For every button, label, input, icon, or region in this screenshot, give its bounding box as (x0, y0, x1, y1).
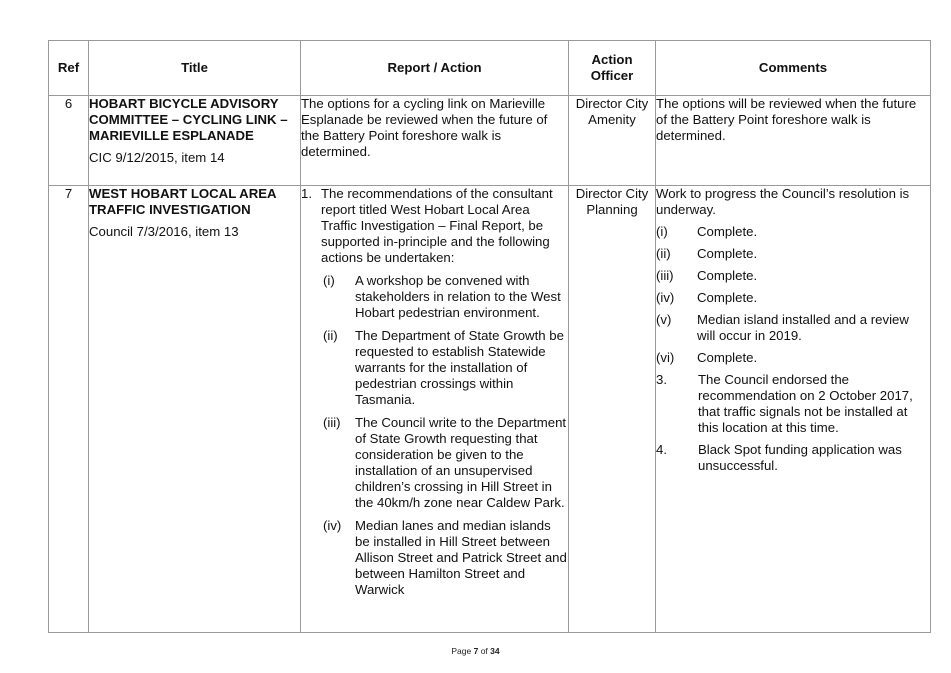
report-subitem-number: (ii) (323, 328, 338, 343)
header-action-officer-line2: Officer (590, 68, 634, 83)
row-officer: Director City Amenity (569, 96, 656, 186)
report-subitem-number: (i) (323, 273, 335, 288)
row-meeting: CIC 9/12/2015, item 14 (89, 150, 225, 165)
report-subitem (301, 328, 568, 408)
comment-item-number: (vi) (656, 350, 675, 365)
comment-item-text: Complete. (697, 290, 758, 305)
row-comments-cell (656, 186, 931, 633)
comment-item-text: Complete. (697, 350, 758, 365)
row-comments-cell (656, 96, 931, 186)
report-item (301, 186, 568, 266)
row-ref: 7 (49, 186, 89, 633)
page-of-label: of (480, 646, 488, 656)
header-action-officer-line1: Action (591, 52, 633, 67)
comment-item (656, 312, 930, 344)
comment-item (656, 442, 930, 474)
report-item-number: 1. (301, 186, 312, 201)
report-subitem (301, 273, 568, 321)
row-officer: Director City Planning (569, 186, 656, 633)
report-subitem-text: The Department of State Growth be requested to establish Statewide warrants for the installation of pedestrian crossings within Tasmania. (355, 328, 564, 407)
comment-item (656, 268, 930, 284)
comment-item-number: (i) (656, 224, 668, 239)
header-row (49, 41, 931, 96)
table-row (49, 96, 931, 186)
header-report-action: Report / Action (301, 41, 569, 96)
row-report-cell (301, 186, 569, 633)
comment-item (656, 350, 930, 366)
row-meeting: Council 7/3/2016, item 13 (89, 224, 239, 239)
report-subitem (301, 518, 568, 598)
report-subitem-number: (iv) (323, 518, 342, 533)
comment-item-number: (iii) (656, 268, 674, 283)
row-comments: The options will be reviewed when the future of the Battery Point foreshore walk is determined. (656, 96, 917, 143)
row-ref: 6 (49, 96, 89, 186)
comment-item (656, 372, 930, 436)
header-ref: Ref (49, 41, 89, 96)
row-report-cell (301, 96, 569, 186)
action-table (48, 40, 931, 633)
report-subitem-text: The Council write to the Department of State Growth requesting that consideration be given to the installation of an unsupervised children’s crossing in Hill Street in the 40km/h zone near Caldew Park. (355, 415, 567, 510)
row-report: The options for a cycling link on Marieville Esplanade be reviewed when the future of the Battery Point foreshore walk is determined. (301, 96, 548, 159)
comment-item-text: Black Spot funding application was unsuccessful. (698, 442, 902, 473)
header-comments: Comments (656, 41, 931, 96)
comment-item-number: (v) (656, 312, 672, 327)
page-label: Page (451, 646, 472, 656)
comment-item-text: Complete. (697, 246, 758, 261)
row-comments-intro: Work to progress the Council’s resolution is underway. (656, 186, 910, 217)
table-row (49, 186, 931, 633)
comment-item-number: (ii) (656, 246, 671, 261)
comment-item-text: Complete. (697, 224, 758, 239)
comment-item-number: 4. (656, 442, 667, 457)
header-title: Title (89, 41, 301, 96)
report-subitem-number: (iii) (323, 415, 341, 430)
page-footer (0, 646, 951, 656)
row-title: HOBART BICYCLE ADVISORY COMMITTEE – CYCLING LINK – MARIEVILLE ESPLANADE (89, 96, 288, 143)
comment-item-text: The Council endorsed the recommendation on 2 October 2017, that traffic signals not be installed at this location at this time. (698, 372, 913, 435)
report-subitem-text: Median lanes and median islands be installed in Hill Street between Allison Street and Patrick Street and between Hamilton Street and Warwick (355, 518, 567, 597)
comment-item-number: 3. (656, 372, 667, 387)
row-title-cell (89, 186, 301, 633)
row-title-cell (89, 96, 301, 186)
comment-item (656, 224, 930, 240)
comment-item (656, 290, 930, 306)
comment-item-text: Median island installed and a review will occur in 2019. (697, 312, 909, 343)
comment-item (656, 246, 930, 262)
page-total: 34 (490, 646, 500, 656)
report-item-text: The recommendations of the consultant report titled West Hobart Local Area Traffic Investigation – Final Report, be supported in-principle and the following actions be undertaken: (321, 186, 553, 265)
report-subitem-text: A workshop be convened with stakeholders in relation to the West Hobart pedestrian environment. (355, 273, 561, 320)
report-subitem (301, 415, 568, 511)
comment-item-text: Complete. (697, 268, 758, 283)
header-action-officer (569, 41, 656, 96)
comment-item-number: (iv) (656, 290, 675, 305)
row-title: WEST HOBART LOCAL AREA TRAFFIC INVESTIGATION (89, 186, 277, 217)
page-number: 7 (473, 646, 479, 656)
